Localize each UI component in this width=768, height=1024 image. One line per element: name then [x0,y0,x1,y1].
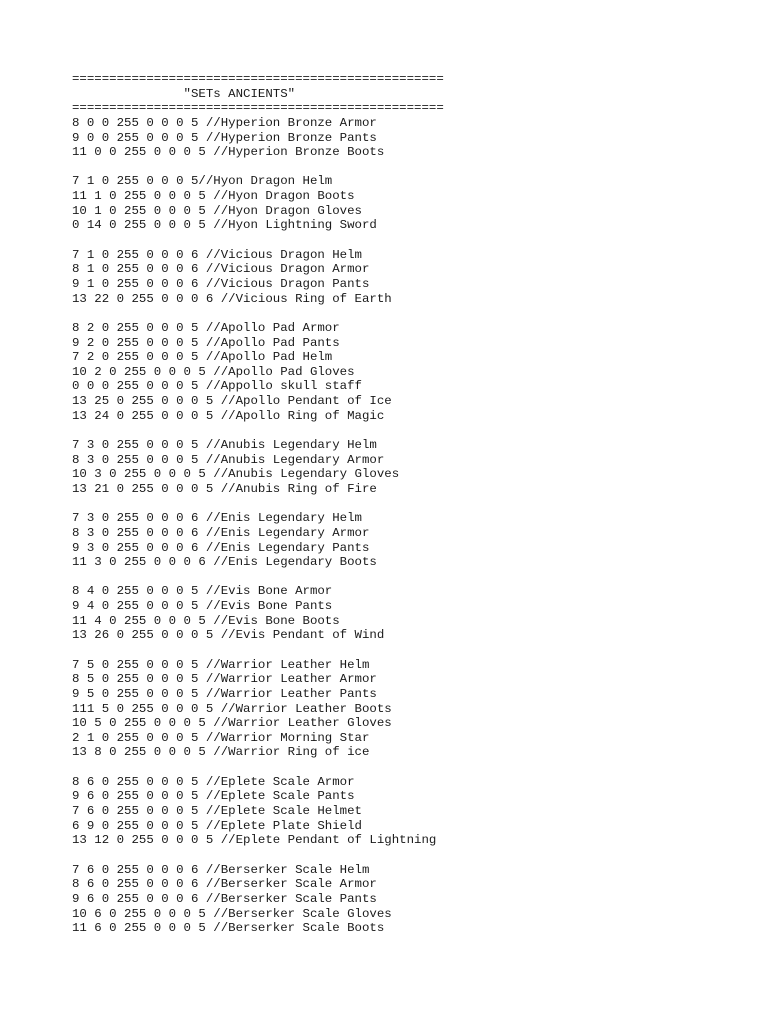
item-line: 7 6 0 255 0 0 0 6 //Berserker Scale Helm [72,862,370,877]
item-line: 9 6 0 255 0 0 0 5 //Eplete Scale Pants [72,789,355,804]
item-line: 8 6 0 255 0 0 0 6 //Berserker Scale Armor [72,877,377,892]
item-line: 10 2 0 255 0 0 0 5 //Apollo Pad Gloves [72,364,355,379]
blank-line [72,570,752,585]
item-line: 9 1 0 255 0 0 0 6 //Vicious Dragon Pants [72,276,370,291]
item-line: 8 0 0 255 0 0 0 5 //Hyperion Bronze Armor [72,115,377,130]
item-line: 2 1 0 255 0 0 0 5 //Warrior Morning Star [72,730,370,745]
item-line: 8 3 0 255 0 0 0 6 //Enis Legendary Armor [72,525,370,540]
separator-line: ================================================== [72,101,444,116]
item-line: 13 26 0 255 0 0 0 5 //Evis Pendant of Wind [72,628,385,643]
item-line: 9 6 0 255 0 0 0 6 //Berserker Scale Pants [72,891,377,906]
item-line: 7 6 0 255 0 0 0 5 //Eplete Scale Helmet [72,804,362,819]
item-line: 11 0 0 255 0 0 0 5 //Hyperion Bronze Boots [72,145,385,160]
blank-line [72,423,752,438]
item-line: 0 0 0 255 0 0 0 5 //Appollo skull staff [72,379,362,394]
item-line: 13 21 0 255 0 0 0 5 //Anubis Ring of Fire [72,481,377,496]
item-line: 7 3 0 255 0 0 0 5 //Anubis Legendary Helm [72,438,377,453]
item-line: 7 5 0 255 0 0 0 5 //Warrior Leather Helm [72,657,370,672]
blank-line [72,497,752,512]
item-line: 11 1 0 255 0 0 0 5 //Hyon Dragon Boots [72,189,355,204]
separator-line: ================================================== [72,72,444,86]
item-line: 13 8 0 255 0 0 0 5 //Warrior Ring of ice [72,745,370,760]
item-line: 9 2 0 255 0 0 0 5 //Apollo Pad Pants [72,335,340,350]
item-line: 6 9 0 255 0 0 0 5 //Eplete Plate Shield [72,818,362,833]
item-line: 8 1 0 255 0 0 0 6 //Vicious Dragon Armor [72,262,370,277]
item-line: 11 3 0 255 0 0 0 6 //Enis Legendary Boots [72,555,377,570]
item-line: 11 6 0 255 0 0 0 5 //Berserker Scale Boots [72,921,385,936]
item-line: 13 12 0 255 0 0 0 5 //Eplete Pendant of Lightning [72,833,437,848]
item-line: 10 3 0 255 0 0 0 5 //Anubis Legendary Gloves [72,467,400,482]
item-line: 7 1 0 255 0 0 0 6 //Vicious Dragon Helm [72,247,362,262]
blank-line [72,643,752,658]
item-line: 7 1 0 255 0 0 0 5//Hyon Dragon Helm [72,174,333,189]
item-line: 9 4 0 255 0 0 0 5 //Evis Bone Pants [72,599,333,614]
item-line: 13 24 0 255 0 0 0 5 //Apollo Ring of Magic [72,408,385,423]
item-line: 10 5 0 255 0 0 0 5 //Warrior Leather Gloves [72,716,392,731]
item-line: 0 14 0 255 0 0 0 5 //Hyon Lightning Sword [72,218,377,233]
item-line: 9 3 0 255 0 0 0 6 //Enis Legendary Pants [72,540,370,555]
blank-line [72,233,752,248]
item-line: 8 6 0 255 0 0 0 5 //Eplete Scale Armor [72,774,355,789]
item-line: 13 25 0 255 0 0 0 5 //Apollo Pendant of Ice [72,394,392,409]
item-line: 13 22 0 255 0 0 0 6 //Vicious Ring of Earth [72,291,392,306]
item-line: 8 3 0 255 0 0 0 5 //Anubis Legendary Armor [72,452,385,467]
blank-line [72,848,752,863]
item-line: 111 5 0 255 0 0 0 5 //Warrior Leather Boots [72,701,392,716]
document-title: "SETs ANCIENTS" [72,86,296,101]
blank-line [72,306,752,321]
item-line: 10 1 0 255 0 0 0 5 //Hyon Dragon Gloves [72,203,362,218]
item-line: 8 5 0 255 0 0 0 5 //Warrior Leather Armor [72,672,377,687]
item-line: 8 4 0 255 0 0 0 5 //Evis Bone Armor [72,584,333,599]
item-line: 10 6 0 255 0 0 0 5 //Berserker Scale Gloves [72,906,392,921]
item-line: 7 3 0 255 0 0 0 6 //Enis Legendary Helm [72,511,362,526]
blank-line [72,160,752,175]
item-line: 9 0 0 255 0 0 0 5 //Hyperion Bronze Pants [72,130,377,145]
item-line: 11 4 0 255 0 0 0 5 //Evis Bone Boots [72,613,340,628]
item-line: 8 2 0 255 0 0 0 5 //Apollo Pad Armor [72,320,340,335]
item-line: 9 5 0 255 0 0 0 5 //Warrior Leather Pants [72,686,377,701]
document-page [72,72,752,936]
item-line: 7 2 0 255 0 0 0 5 //Apollo Pad Helm [72,350,333,365]
blank-line [72,760,752,775]
